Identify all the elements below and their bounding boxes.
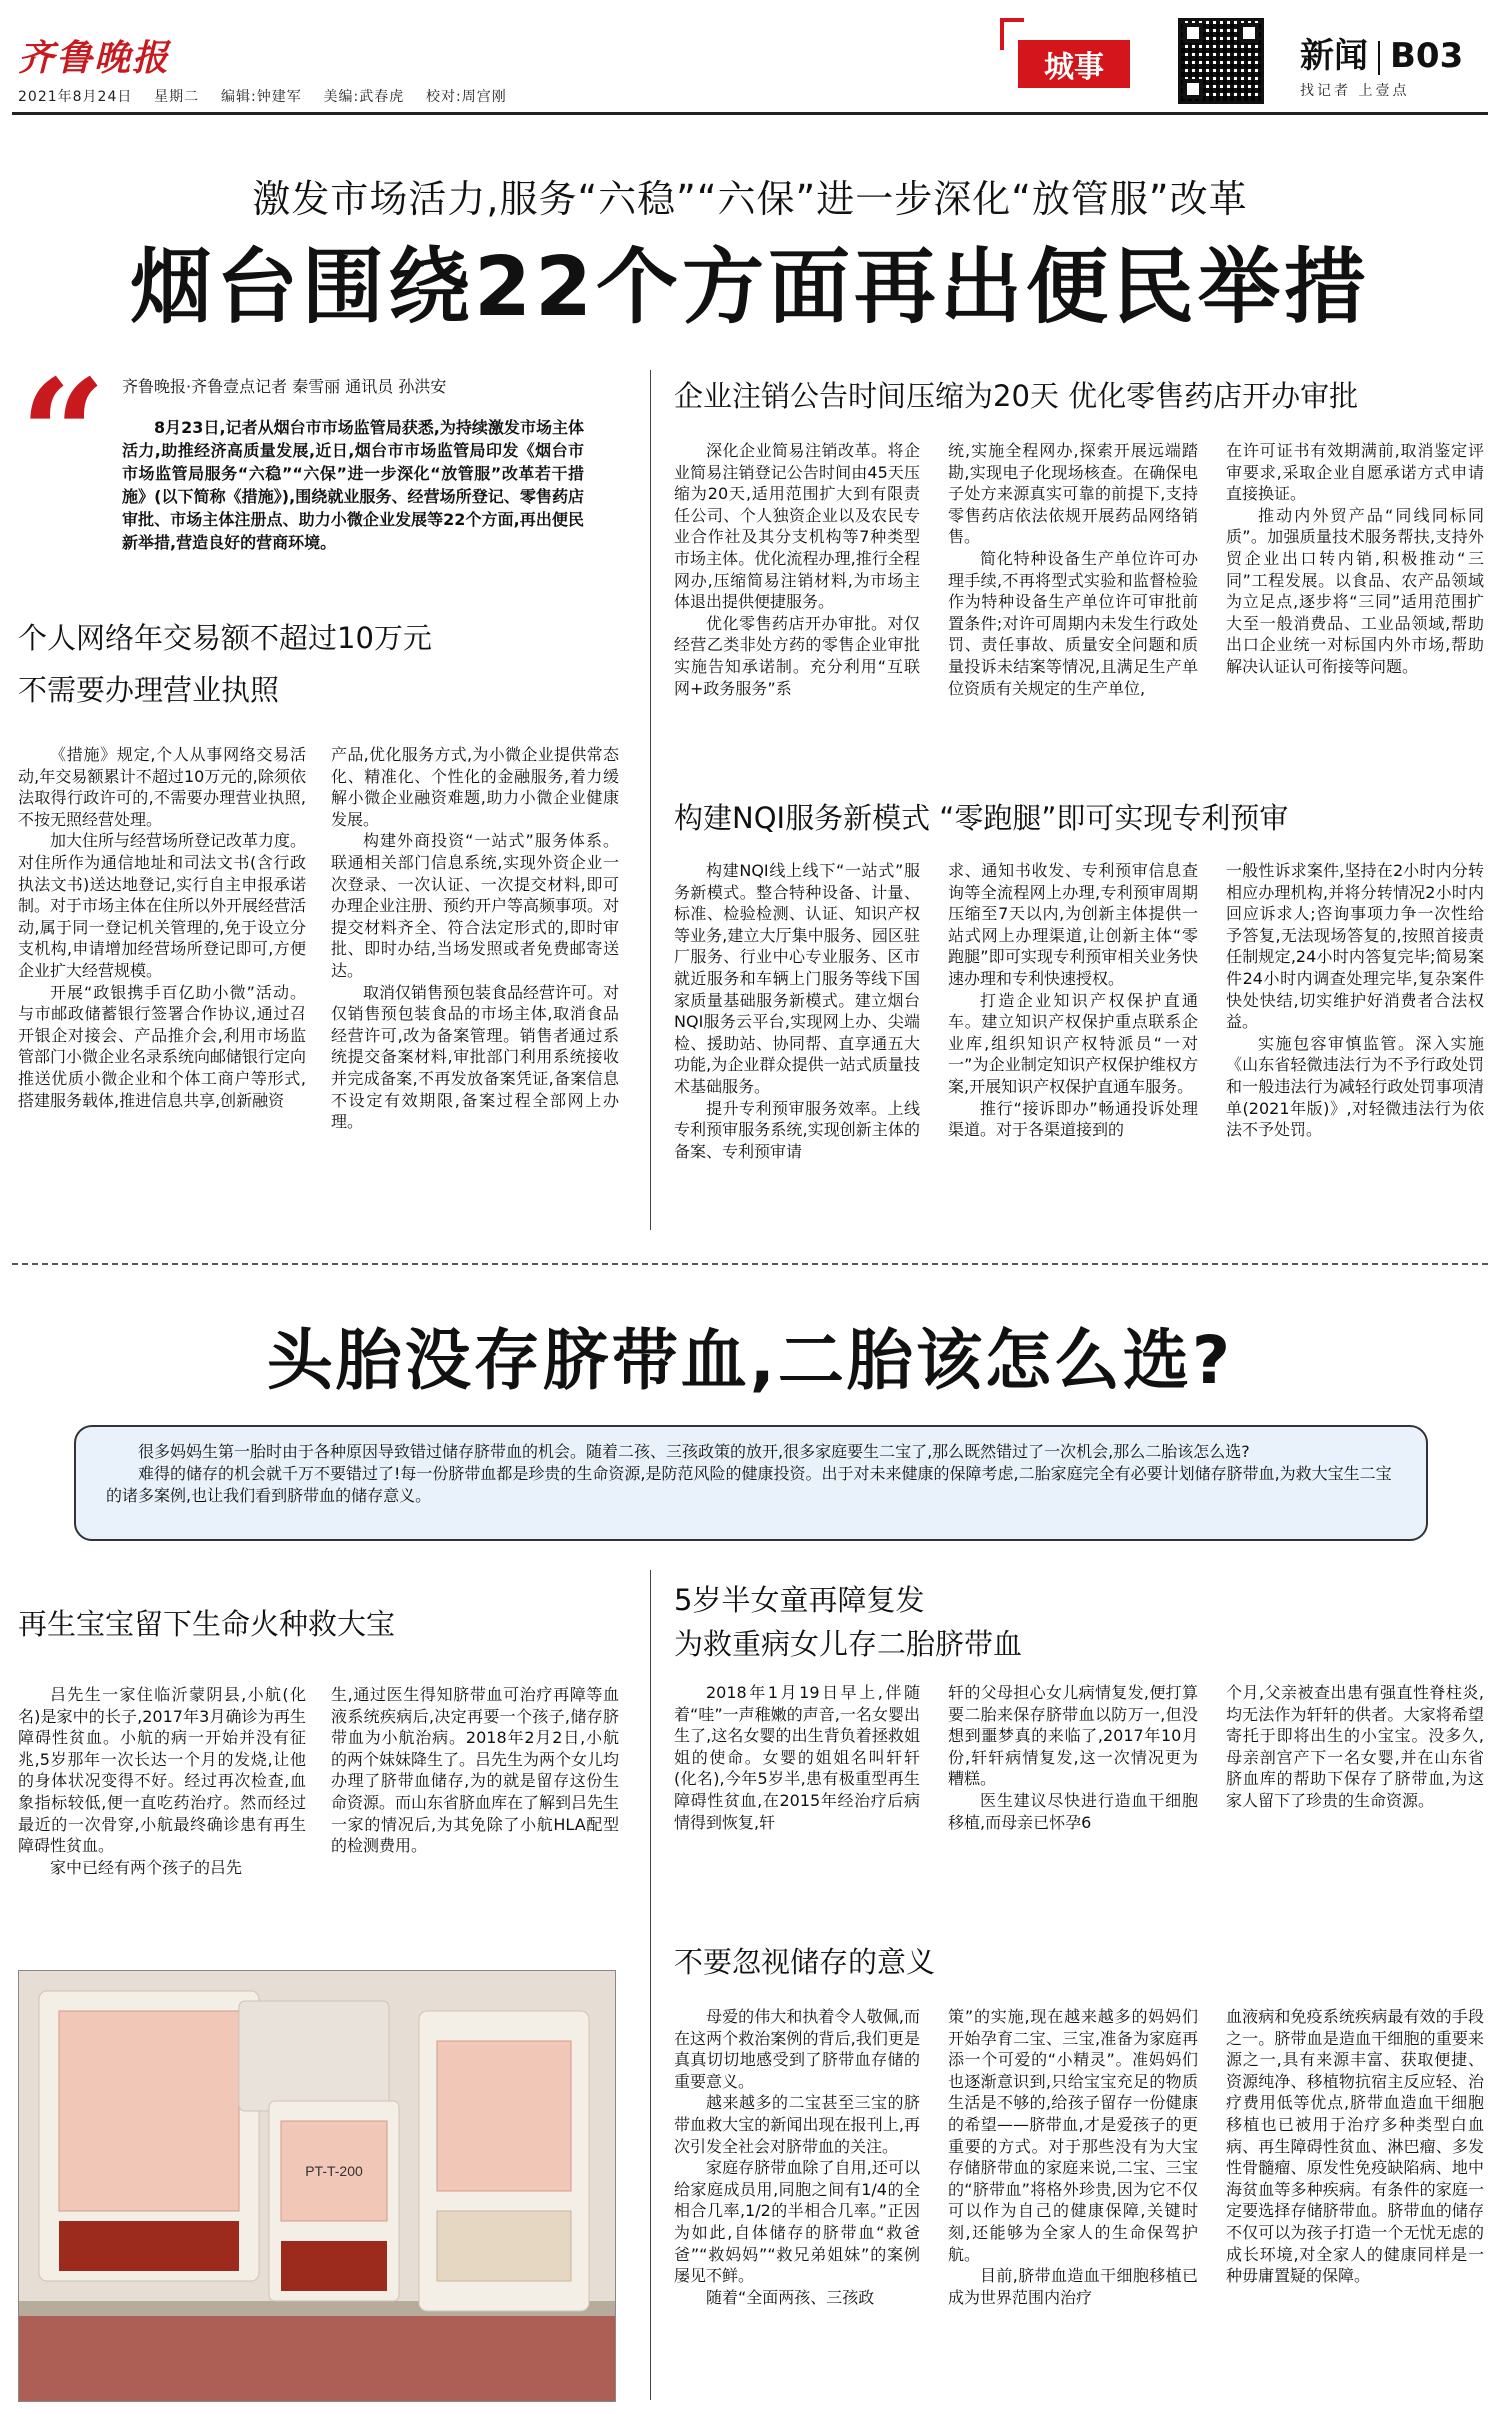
- article2-headline: 头胎没存脐带血,二胎该怎么选?: [266, 1322, 1234, 1399]
- paragraph: 构建外商投资“一站式”服务体系。联通相关部门信息系统,实现外资企业一次登录、一次认证、一次提交材料,即可办理企业注册、预约开户等高频事项。对提交材料齐全、符合法定形式的,即时审批、即时办结,当场发照或者免费邮寄送达。: [331, 831, 620, 980]
- page-number: B03: [1390, 36, 1464, 76]
- article2-s2-col3: [1226, 1682, 1484, 1812]
- issue-date: 2021年8月24日: [18, 89, 133, 105]
- masthead-rule: [12, 112, 1488, 115]
- paragraph: 简化特种设备生产单位许可办理手续,不再将型式实验和监督检验作为特种设备生产单位许可审批前置条件;对许可周期内未发生行政处罚、责任事故、质量安全问题和质量投诉未结案等情况,且满足生产单位资质有关规定的生产单位,: [948, 548, 1198, 698]
- paragraph: 推动内外贸产品“同线同标同质”。加强质量技术服务帮扶,支持外贸企业出口转内销,积极推动“三同”工程发展。以食品、农产品领域为立足点,逐步将“三同”适用范围扩大至一般消费品、工业品领域,帮助出口企业统一对标国内外市场,帮助解决认证认可衔接等问题。: [1226, 505, 1484, 676]
- paragraph: 推行“接诉即办”畅通投诉处理渠道。对于各渠道接到的: [948, 1098, 1198, 1140]
- paragraph: 吕先生一家住临沂蒙阴县,小航(化名)是家中的长子,2017年3月确诊为再生障碍性贫血。小航的病一开始并没有征兆,5岁那年一次长达一个月的发烧,让他的身体状况变得不好。经过再次检查,血象指标较低,便一直吃药治疗。然而经过最近的一次骨穿,小航最终确诊患有再生障碍性贫血。: [18, 1685, 306, 1856]
- quote-mark-icon: “: [20, 347, 107, 523]
- article-separator: [12, 1263, 1488, 1265]
- article2-s3-col2: [948, 2006, 1198, 2308]
- article1-sub2-title: 企业注销公告时间压缩为20天 优化零售药店开办审批: [674, 379, 1359, 413]
- paragraph: 优化零售药店开办审批。对仅经营乙类非处方药的零售企业审批实施告知承诺制。充分利用“互联网+政务服务”系: [674, 613, 920, 698]
- article2-s3-col3: [1226, 2006, 1484, 2287]
- paragraph: 提升专利预审服务效率。上线专利预审服务系统,实现创新主体的备案、专利预审请: [674, 1098, 920, 1161]
- paragraph: 个月,父亲被查出患有强直性脊柱炎,均无法作为轩轩的供者。大家将希望寄托于即将出生的小宝宝。没多久,母亲剖宫产下一名女婴,并在山东省脐血库的帮助下保存了脐带血,为这家人留下了珍贵的生命资源。: [1226, 1683, 1484, 1810]
- intro-paragraph: 难得的储存的机会就千万不要错过了!每一份脐带血都是珍贵的生命资源,是防范风险的健康投资。出于对未来健康的保障考虑,二胎家庭完全有必要计划储存脐带血,为救大宝生二宝的诸多案例,也让我们看到脐带血的储存意义。: [106, 1464, 1392, 1505]
- bag-label-text: PT-T-200: [305, 2163, 363, 2179]
- paragraph: 目前,脐带血造血干细胞移植已成为世界范围内治疗: [948, 2266, 1198, 2307]
- intro-paragraph: 很多妈妈生第一胎时由于各种原因导致错过储存脐带血的机会。随着二孩、三孩政策的放开,很多家庭要生二宝了,那么既然错过了一次机会,那么二胎该怎么选?: [138, 1442, 1250, 1461]
- paragraph: 越来越多的二宝甚至三宝的脐带血救大宝的新闻出现在报刊上,再次引发全社会对脐带血的关注。: [674, 2093, 920, 2156]
- paragraph: 母爱的伟大和执着令人敬佩,而在这两个救治案例的背后,我们更是真真切切地感受到了脐带血存储的重要意义。: [674, 2007, 920, 2091]
- article1-sub2-col2: [948, 440, 1198, 699]
- article2-s1-col2: [331, 1684, 619, 1857]
- article2-s2-title-line2: 为救重病女儿存二胎脐带血: [674, 1627, 1023, 1661]
- paragraph: 血液病和免疫系统疾病最有效的手段之一。脐带血是造血干细胞的重要来源之一,具有来源丰富、获取便捷、资源纯净、移植物抗宿主反应轻、治疗费用低等优点,脐带血造血干细胞移植也已被用于治疗多种类型白血病、再生障碍性贫血、淋巴瘤、多发性骨髓瘤、原发性免疫缺陷病、地中海贫血等多种疾病。有条件的家庭一定要选择存储脐带血。脐带血的储存不仅可以为孩子打造一个无忧无虑的成长环境,对全家人的健康同样是一种毋庸置疑的保障。: [1226, 2007, 1484, 2286]
- paragraph: 家庭存脐带血除了自用,还可以给家庭成员用,同胞之间有1/4的全相合几率,1/2的半相合几率。”正因为如此,自体储存的脐带血“救爸爸”“救妈妈”“救兄弟姐妹”的案例屡见不鲜。: [674, 2158, 920, 2286]
- paragraph: 加大住所与经营场所登记改革力度。对住所作为通信地址和司法文书(含行政执法文书)送达地登记,实行自主申报承诺制。对于市场主体在住所以外开展经营活动,属于同一登记机关管理的,免于设立分支机构,申请增加经营场所登记即可,方便企业扩大经营规模。: [18, 831, 307, 980]
- article2-s1-col1: [18, 1684, 306, 1878]
- article1-sub3-title: 构建NQI服务新模式 “零跑腿”即可实现专利预审: [674, 801, 1289, 835]
- paragraph: 开展“政银携手百亿助小微”活动。与市邮政储蓄银行签署合作协议,通过召开银企对接会、产品推介会,利用市场监管部门小微企业名录系统向邮储银行定向推送优质小微企业和个体工商户等形式,搭建服务载体,推进信息共享,创新融资: [18, 982, 307, 1110]
- paragraph: 构建NQI线上线下“一站式”服务新模式。整合特种设备、计量、标准、检验检测、认证、知识产权等业务,建立大厅集中服务、园区驻厂服务、行业中心专业服务、区市就近服务和车辆上门服务等线下国家质量基础服务新模式。建立烟台NQI服务云平台,实现网上办、尖端检、援助站、协同帮、直享通五大功能,为企业群众提供一站式质量技术基础服务。: [674, 861, 920, 1096]
- paragraph: 取消仅销售预包装食品经营许可。对仅销售预包装食品的市场主体,取消食品经营许可,改为备案管理。销售者通过系统提交备案材料,审批部门利用系统接收并完成备案,不再发放备案凭证,备案信息不设定有效期限,备案过程全部网上办理。: [331, 982, 620, 1132]
- paragraph: 《措施》规定,个人从事网络交易活动,年交易额累计不超过10万元的,除须依法取得行政许可的,不需要办理营业执照,不按无照经营处理。: [18, 745, 306, 829]
- article2-s3-col1: [674, 2006, 920, 2308]
- cord-blood-bags-illustration: [19, 1971, 615, 2401]
- paragraph: 实施包容审慎监管。深入实施《山东省轻微违法行为不予行政处罚和一般违法行为减轻行政处罚事项清单(2021年版)》,对轻微违法行为依法不予处罚。: [1226, 1033, 1484, 1140]
- page-section-name: 新闻: [1300, 36, 1368, 76]
- article2-s2-col1: [674, 1682, 920, 1833]
- art-credit: 美编:武春虎: [323, 89, 405, 105]
- paragraph: 求、通知书收发、专利预审信息查询等全流程网上办理,专利预审周期压缩至7天以内,为创新主体提供一站式网上办理渠道,让创新主体“零跑腿”即可实现专利预审相关业务快速办理和专利快速授权。: [948, 861, 1198, 988]
- article2-s1-title: 再生宝宝留下生命火种救大宝: [18, 1607, 396, 1641]
- article1-sub3-col1: [674, 860, 920, 1162]
- article1-sub1-col1: [18, 744, 306, 1111]
- article2-s2-col2: [948, 1682, 1198, 1833]
- article1-sub3-col2: [948, 860, 1198, 1141]
- paragraph: 家中已经有两个孩子的吕先: [50, 1857, 243, 1877]
- paragraph: 产品,优化服务方式,为小微企业提供常态化、精准化、个性化的金融服务,着力缓解小微企业融资难题,助力小微企业健康发展。: [331, 745, 619, 829]
- article1-sub1-title-line2: 不需要办理营业执照: [18, 673, 280, 707]
- page-slogan: 找记者 上壹点: [1300, 83, 1410, 99]
- article1-lead-text: 8月23日,记者从烟台市市场监管局获悉,为持续激发市场主体活力,助推经济高质量发展,近日,烟台市市场监管局印发《烟台市市场监管局服务“六稳”“六保”进一步深化“放管服”改革若干措施》(以下简称《措施》),围绕就业服务、经营场所登记、零售药店审批、市场主体注册点、助力小微企业发展等22个方面,再出便民新举措,营造良好的营商环境。: [122, 418, 584, 552]
- section-tag: 城事: [1018, 40, 1130, 88]
- paragraph: 一般性诉求案件,坚持在2小时内分转相应办理机构,并将分转情况2小时内回应诉求人;咨询事项力争一次性给予答复,无法现场答复的,按照首接责任制规定,24小时内答复完毕;简易案件24小时内调查处理完毕,复杂案件快处快结,切实维护好消费者合法权益。: [1226, 861, 1484, 1032]
- paragraph: 随着“全面两孩、三孩政: [706, 2287, 875, 2307]
- paragraph: 2018年1月19日早上,伴随着“哇”一声稚嫩的声音,一名女婴出生了,这名女婴的出生背负着拯救姐姐的使命。女婴的姐姐名叫轩轩(化名),今年5岁半,患有极重型再生障碍性贫血,在2015年经治疗后病情得到恢复,轩: [674, 1683, 920, 1832]
- cord-blood-photo: [18, 1970, 616, 2402]
- qr-code-icon[interactable]: [1178, 18, 1264, 104]
- article2-s2-title: [674, 1580, 1484, 1664]
- column-divider: [650, 1570, 651, 2400]
- article1-sub2-col1: [674, 440, 920, 699]
- paragraph: 在许可证书有效期满前,取消鉴定评审要求,采取企业自愿承诺方式申请直接换证。: [1226, 441, 1484, 504]
- article1-byline: 齐鲁晚报·齐鲁壹点记者 秦雪丽 通讯员 孙洪安: [122, 377, 447, 396]
- article2-s3-title: 不要忽视储存的意义: [674, 1945, 936, 1979]
- page-label: [1300, 28, 1463, 77]
- article1-headline: 烟台围绕22个方面再出便民举措: [129, 240, 1371, 335]
- article2-s2-title-line1: 5岁半女童再障复发: [674, 1583, 925, 1617]
- article1-sub3-col3: [1226, 860, 1484, 1141]
- article1-sub1-col2: [331, 744, 619, 1133]
- article2-intro-box: [74, 1425, 1428, 1541]
- issue-weekday: 星期二: [154, 89, 200, 105]
- article1-lead: [122, 416, 584, 554]
- article1-sub1-title-line1: 个人网络年交易额不超过10万元: [18, 621, 432, 655]
- paragraph: 打造企业知识产权保护直通车。建立知识产权保护重点联系企业库,组织知识产权特派员“一对一”为企业制定知识产权保护维权方案,开展知识产权保护直通车服务。: [948, 990, 1198, 1096]
- issue-meta: [18, 86, 507, 106]
- article1-sub1-title: [18, 618, 618, 710]
- paragraph: 医生建议尽快进行造血干细胞移植,而母亲已怀孕6: [948, 1790, 1198, 1832]
- editor-credit: 编辑:钟建军: [220, 89, 302, 105]
- column-divider: [650, 370, 651, 1230]
- paragraph: 统,实施全程网办,探索开展远端踏勘,实现电子化现场核查。在确保电子处方来源真实可靠的前提下,支持零售药店依法依规开展药品网络销售。: [948, 441, 1198, 547]
- proof-credit: 校对:周宫刚: [426, 89, 507, 105]
- article1-kicker: 激发市场活力,服务“六稳”“六保”进一步深化“放管服”改革: [252, 177, 1248, 221]
- paragraph: 轩的父母担心女儿病情复发,便打算要二胎来保存脐带血以防万一,但没想到噩梦真的来临了,2017年10月份,轩轩病情复发,这一次情况更为糟糕。: [948, 1683, 1198, 1789]
- paragraph: 深化企业简易注销改革。将企业简易注销登记公告时间由45天压缩为20天,适用范围扩大到有限责任公司、个人独资企业以及农民专业合作社及其分支机构等7种类型市场主体。优化流程办理,推行全程网办,压缩简易注销材料,为市场主体退出提供便捷服务。: [674, 441, 920, 612]
- paragraph: 生,通过医生得知脐带血可治疗再障等血液系统疾病后,决定再要一个孩子,储存脐带血为小航治病。2018年2月2日,小航的两个妹妹降生了。吕先生为两个女儿均办理了脐带血储存,为的就是留存这份生命资源。而山东省脐血库在了解到吕先生一家的情况后,为其免除了小航HLA配型的检测费用。: [331, 1685, 620, 1856]
- newspaper-logo: 齐鲁晚报: [18, 37, 171, 79]
- article1-sub2-col3: [1226, 440, 1484, 678]
- paragraph: 策”的实施,现在越来越多的妈妈们开始孕育二宝、三宝,准备为家庭再添一个可爱的“小精灵”。准妈妈们也逐渐意识到,只给宝宝充足的物质生活是不够的,给孩子留存一份健康的希望——脐带血,才是爱孩子的更重要的方式。对于那些没有为大宝存储脐带血的家庭来说,二宝、三宝的“脐带血”将格外珍贵,因为它不仅可以作为自己的健康保障,关键时刻,还能够为全家人的生命保驾护航。: [948, 2007, 1198, 2264]
